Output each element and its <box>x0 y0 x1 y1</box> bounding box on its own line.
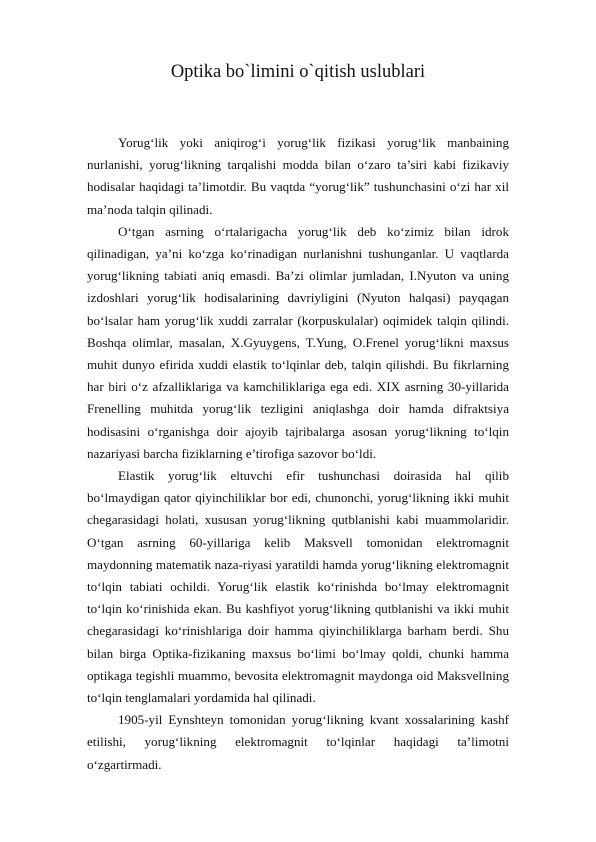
paragraph-3: Elastik yorug‘lik eltuvchi efir tushunchasi doirasida hal qilib bo‘lmaydigan qator qiyinchiliklar bor edi, chunonchi, yorug‘likning ikki muhit chegarasidagi holati, xususan yorug‘likning qutblanishi kabi muammolaridir. O‘tgan asrning 60-yillariga kelib Maksvell tomonidan elektromagnit maydonning matematik naza-riyasi yaratildi hamda yorug‘likning elektromagnit to‘lqin tabiati ochildi. Yorug‘lik elastik ko‘rinishda bo‘lmay elektromagnit to‘lqin ko‘rinishida ekan. Bu kashfiyot yorug‘likning qutblanishi va ikki muhit chegarasidagi ko‘rinishlariga doir hamma qiyinchiliklarga barham berdi. Shu bilan birga Optika-fizikaning maxsus bo‘limi bo‘lmay qoldi, chunki hamma optikaga tegishli muammo, bevosita elektromagnit maydonga oid Maksvellning to‘lqin tenglamalari yordamida hal qilinadi. <box>87 468 509 706</box>
document-title: Optika bo`limini o`qitish uslublari <box>170 62 426 82</box>
paragraph-2: O‘tgan asrning o‘rtalarigacha yorug‘lik deb ko‘zimiz bilan idrok qilinadigan, ya’ni ko‘zga ko‘rinadigan nurlanishni tushunganlar. U vaqtlarda yorug‘likning tabiati aniq emasdi. Ba’zi olimlar jumladan, I.Nyuton va uning izdoshlari yorug‘lik hodisalarining davriyligini (Nyuton halqasi) payqagan bo‘lsalar ham yorug‘lik xuddi zarralar (korpuskulalar) oqimidek talqin qilindi. Boshqa olimlar, masalan, X.Gyuygens, T.Yung, O.Frenel yorug‘likni maxsus muhit dunyo efirida xuddi elastik to‘lqinlar deb, talqin qilishdi. Bu fikrlarning har biri o‘z afzalliklariga va kamchiliklariga ega edi. XIX asrning 30-yillarida Frenelling muhitda yorug‘lik tezligini aniqlashga doir hamda difraktsiya hodisasini o‘rganishga doir ajoyib tajribalarga asosan yorug‘likning to‘lqin nazariyasi barcha fiziklarning e’tirofiga sazovor bo‘ldi. <box>87 223 509 461</box>
paragraph-1: Yorug‘lik yoki aniqirog‘i yorug‘lik fizikasi yorug‘lik manbaining nurlanishi, yorug‘likning tarqalishi modda bilan o‘zaro ta’siri kabi fizikaviy hodisalar haqidagi ta’limotdir. Bu vaqtda “yorug‘lik” tushunchasini o‘zi har xil ma’noda talqin qilinadi. <box>87 135 509 217</box>
paragraph-4: 1905-yil Eynshteyn tomonidan yorug‘likning kvant xossalarining kashf etilishi, yorug‘likning elektromagnit to‘lqinlar haqidagi ta’limotni o‘zgartirmadi. <box>87 712 509 772</box>
document-body <box>87 132 509 776</box>
